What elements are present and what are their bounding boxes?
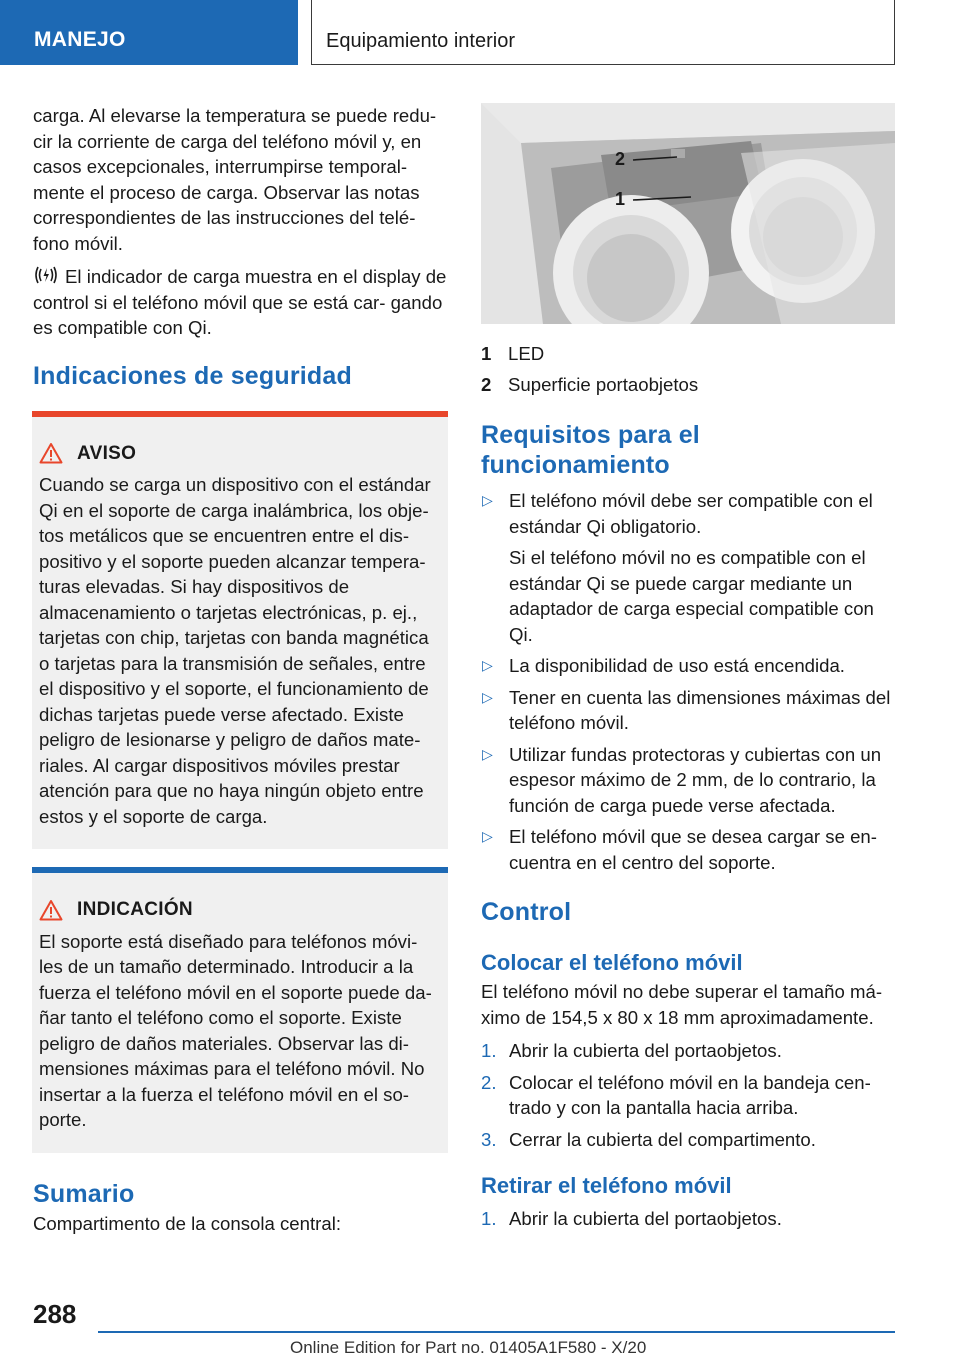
bullet-triangle-icon: ▷ bbox=[482, 688, 493, 705]
bullet-triangle-icon: ▷ bbox=[482, 828, 493, 844]
list-item-extra: Si el teléfono móvil no es compatible con el estándar Qi se puede cargar mediante un adaptador de carga especial compatible con Qi. bbox=[509, 547, 874, 645]
section-tab bbox=[0, 0, 298, 65]
list-item bbox=[481, 742, 895, 819]
list-item-text: El teléfono móvil que se desea cargar se en‐ cuentra en el centro del soporte. bbox=[509, 826, 877, 873]
indicator-paragraph bbox=[33, 264, 448, 341]
chapter-title: Equipamiento interior bbox=[326, 30, 515, 52]
notice-box bbox=[32, 867, 448, 1153]
legend-label: Superficie portaobjetos bbox=[508, 374, 699, 395]
legend-label: LED bbox=[508, 343, 545, 364]
left-column bbox=[33, 103, 448, 1236]
warning-title-row bbox=[39, 441, 439, 467]
step-text: Colocar el teléfono móvil en la bandeja cen‐ trado y con la pantalla hacia arriba. bbox=[509, 1071, 871, 1118]
summary-text: Compartimento de la consola central: bbox=[33, 1212, 341, 1234]
warning-triangle-icon bbox=[39, 442, 63, 464]
step-number: 2. bbox=[481, 1071, 497, 1093]
indicator-text: El indicador de carga muestra en el display de control si el teléfono móvil que se está car‐ gando es compatible con Qi. bbox=[33, 266, 447, 338]
list-item-text: El teléfono móvil debe ser compatible con el estándar Qi obligatorio. bbox=[509, 490, 873, 537]
safety-heading: Indicaciones de seguridad bbox=[33, 361, 352, 390]
step-item bbox=[481, 1070, 895, 1121]
place-heading: Colocar el teléfono móvil bbox=[481, 950, 743, 975]
step-item bbox=[481, 1038, 895, 1064]
step-text: Cerrar la cubierta del compartimento. bbox=[509, 1128, 816, 1150]
requirements-list bbox=[481, 488, 895, 875]
notice-title: INDICACIÓN bbox=[77, 899, 193, 920]
step-item bbox=[481, 1127, 895, 1153]
page-number: 288 bbox=[33, 1299, 77, 1329]
list-item-text: Tener en cuenta las dimensiones máximas del teléfono móvil. bbox=[509, 686, 891, 733]
place-steps bbox=[481, 1038, 895, 1152]
step-text: Abrir la cubierta del portaobjetos. bbox=[509, 1208, 782, 1229]
section-title: MANEJO bbox=[34, 28, 126, 51]
bullet-triangle-icon: ▷ bbox=[482, 745, 493, 762]
list-item bbox=[481, 824, 895, 875]
summary-heading: Sumario bbox=[33, 1179, 135, 1208]
warning-box bbox=[32, 411, 448, 850]
requirements-heading: Requisitos para el funcionamiento bbox=[481, 421, 700, 479]
list-item-text: La disponibilidad de uso está encendida. bbox=[509, 655, 845, 676]
remove-steps bbox=[481, 1206, 895, 1232]
step-item bbox=[481, 1206, 895, 1232]
legend-row bbox=[481, 369, 895, 400]
remove-heading: Retirar el teléfono móvil bbox=[481, 1173, 732, 1198]
wireless-charging-icon bbox=[33, 264, 59, 286]
control-heading: Control bbox=[481, 898, 572, 926]
callout-1: 1 bbox=[615, 189, 626, 209]
bullet-triangle-icon: ▷ bbox=[482, 657, 493, 673]
intro-paragraph: carga. Al elevarse la temperatura se puede redu‐ cir la corriente de carga del teléfono móvil y, en casos excepcionales, interrumpirse temporal‐ mente el proceso de carga. Observar las notas correspondientes de las instrucciones del telé‐ fono móvil. bbox=[33, 105, 437, 254]
step-text: Abrir la cubierta del portaobjetos. bbox=[509, 1040, 782, 1061]
chapter-tab bbox=[311, 0, 895, 65]
callout-2: 2 bbox=[615, 149, 626, 169]
list-item bbox=[481, 653, 895, 679]
legend-number: 1 bbox=[481, 343, 492, 364]
place-text: El teléfono móvil no debe superar el tamaño má‐ ximo de 154,5 x 80 x 18 mm aproximadamente. bbox=[481, 981, 883, 1028]
console-compartment-illustration bbox=[481, 103, 895, 324]
legend-number: 2 bbox=[481, 374, 492, 395]
bullet-triangle-icon: ▷ bbox=[482, 492, 493, 508]
list-item bbox=[481, 685, 895, 736]
notice-text: El soporte está diseñado para teléfonos móvi‐ les de un tamaño determinado. Introducir a la fuerza el teléfono móvil en el soporte puede da‐ ñar tanto el teléfono como el soporte. Existe peligro de daños materiales. Observar las di‐ mensiones máximas para el teléfono móvil. No insertar a la fuerza el teléfono móvil en el so‐ porte. bbox=[39, 930, 432, 1130]
list-item bbox=[481, 488, 895, 647]
notice-title-row bbox=[39, 897, 439, 923]
legend-row bbox=[481, 338, 895, 369]
right-column bbox=[481, 103, 895, 1232]
step-number: 3. bbox=[481, 1128, 497, 1150]
step-number: 1. bbox=[481, 1040, 497, 1061]
figure-legend bbox=[481, 338, 895, 400]
warning-triangle-icon bbox=[39, 899, 63, 921]
warning-title: AVISO bbox=[77, 442, 137, 464]
list-item-text: Utilizar fundas protectoras y cubiertas con un espesor máximo de 2 mm, de lo contrario, la función de carga puede verse afectada. bbox=[509, 743, 882, 816]
step-number: 1. bbox=[481, 1208, 497, 1229]
console-compartment-photo bbox=[481, 103, 895, 324]
footer-edition: Online Edition for Part no. 01405A1F580 - X/20 bbox=[290, 1333, 960, 1362]
warning-text: Cuando se carga un dispositivo con el estándar Qi en el soporte de carga inalámbrica, los obje‐ tos metálicos que se encuentren entre el dis‐ positivo y el soporte pueden alcanzar tempera‐ turas elevadas. Si hay dispositivos de almacenamiento o tarjetas electrónicas, p. ej., tarjetas con chip, tarjetas con banda magnética o tarjetas para la transmisión de señales, entre el dispositivo y el soporte, el funcionamiento de dichas tarjetas puede verse afectado. Existe peligro de lesionarse y peligro de daños mate‐ riales. Al cargar dispositivos móviles prestar atención para que no haya ningún objeto entre estos y el soporte de carga. bbox=[39, 474, 431, 827]
